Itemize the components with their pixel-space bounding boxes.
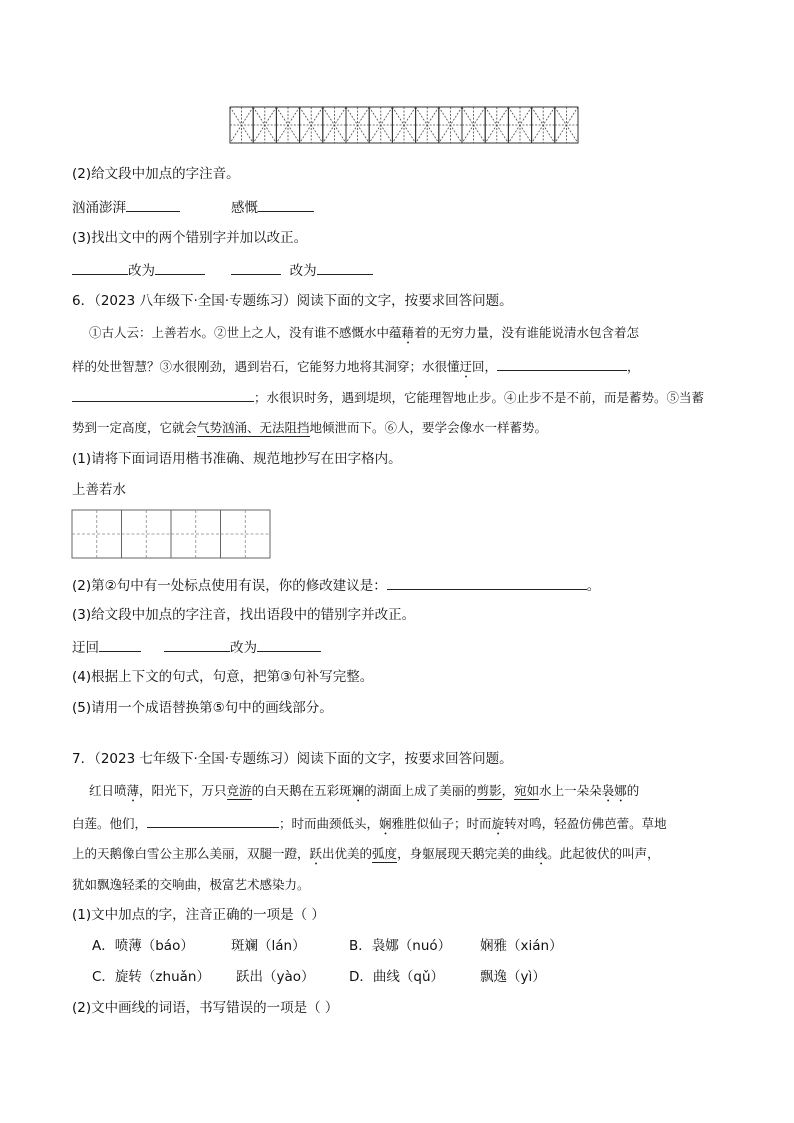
answer-blank[interactable] (155, 260, 205, 275)
q6-passage-line-2: 样的处世智慧？③水很刚劲，遇到岩石，它能努力地将其洞穿；水很懂迂回， ， (72, 356, 640, 381)
q5-part2-prompt: (2)给文段中加点的字注音。 (72, 166, 240, 182)
q6-title: 6．（2023 八年级下·全国·专题练习）阅读下面的文字，按要求回答问题。 (72, 293, 513, 309)
underlined-phrase: 气势汹涌、无法阻挡 (197, 420, 310, 435)
gaiwei-label: 改为 (128, 263, 155, 279)
dotted-char: 跃 (309, 846, 323, 861)
word-gankai: 感慨 (231, 200, 258, 216)
q7-title: 7．（2023 七年级下·全国·专题练习）阅读下面的文字，按要求回答问题。 (72, 751, 513, 767)
answer-blank[interactable] (231, 260, 281, 275)
answer-blank[interactable] (72, 260, 128, 275)
q5-correction-line-2 (231, 260, 373, 280)
q6-passage-line-3: ；水很识时务，遇到堤坝，它能理智地止步。④止步不是不前，而是蓄势。⑤当蓄 (72, 387, 704, 407)
option-d-second: 飘逸（yì） (480, 969, 546, 985)
option-b[interactable]: B．袅娜（nuó） (349, 938, 452, 954)
answer-blank[interactable] (99, 637, 141, 652)
underlined-word: 竞游 (226, 783, 252, 798)
q6-passage-line-1: ①古人云：上善若水。②世上之人，没有谁不感慨水中蕴藉着的无穷力量，没有谁能说清水包含着怎 (89, 325, 640, 340)
answer-blank[interactable] (126, 197, 180, 212)
q6-part5-prompt: (5)请用一个成语替换第⑤句中的画线部分。 (72, 700, 333, 716)
option-c[interactable]: C．旋转（zhuǎn） (92, 969, 210, 985)
option-d[interactable]: D．曲线（qǔ） (349, 969, 445, 985)
word-yuhui: 迂回 (72, 640, 99, 656)
answer-blank[interactable] (317, 260, 373, 275)
option-c-second: 跃出（yào） (236, 969, 315, 985)
gaiwei-label: 改为 (230, 640, 257, 656)
q6-part3-prompt: (3)给文段中加点的字注音，找出语段中的错别字并改正。 (72, 607, 416, 623)
q7-passage-line-3: 上的天鹅像白雪公主那么美丽，双腿一蹬，跃出优美的弧度，身躯展现天鹅完美的曲线。此起彼伏的叫声， (72, 846, 660, 861)
q5-correction-line (72, 260, 205, 280)
word-xiongyong: 汹涌澎湃 (72, 200, 126, 216)
q7-passage-line-4: 犹如飘逸轻柔的交响曲，极富艺术感染力。 (72, 877, 310, 892)
answer-blank[interactable] (164, 637, 230, 652)
answer-blank[interactable] (258, 197, 314, 212)
dotted-char: 线 (534, 846, 548, 861)
q7-passage-line-1: 红日喷薄，阳光下，万只竞游的白天鹅在五彩斑斓的湖面上成了美丽的剪影，宛如水上一朵朵袅娜的 (89, 783, 640, 798)
dotted-char: 娜 (614, 783, 627, 798)
mizige-grid (230, 107, 578, 143)
answer-blank[interactable] (147, 813, 279, 828)
option-b-second: 娴雅（xián） (480, 938, 563, 954)
dotted-char: 娴 (379, 816, 392, 831)
dotted-char: 迂 (459, 359, 473, 374)
dotted-char: 斓 (351, 783, 365, 798)
q6-part4-prompt: (4)根据上下文的句式，句意，把第③句补写完整。 (72, 669, 374, 685)
tianzige-grid[interactable] (72, 510, 270, 558)
q6-part3-correction (164, 637, 321, 657)
q6-word-to-copy: 上善若水 (72, 482, 126, 498)
q7-part2-prompt: (2)文中画线的词语，书写错误的一项是（ ） (72, 1000, 339, 1016)
underlined-word: 剪影 (476, 783, 502, 798)
option-a-second: 斑斓（lán） (231, 938, 306, 954)
dotted-char: 袅 (601, 783, 615, 798)
answer-blank[interactable] (497, 356, 627, 371)
q6-passage-line-4: 势到一定高度，它就会气势汹涌、无法阻挡地倾泄而下。⑥人，要学会像水一样蓄势。 (72, 420, 548, 435)
q5-pinyin-line (72, 197, 180, 217)
q7-passage-line-2: 白莲。他们， ；时而曲颈低头，娴雅胜似仙子；时而旋转对鸣，轻盈仿佛芭蕾。草地 (72, 813, 667, 838)
q7-part1-prompt: (1)文中加点的字，注音正确的一项是（ ） (72, 907, 325, 923)
dotted-char: 薄 (126, 783, 140, 798)
q6-part1-prompt: (1)请将下面词语用楷书准确、规范地抄写在田字格内。 (72, 451, 402, 467)
q6-part3-answer-line (72, 637, 141, 657)
option-a[interactable]: A．喷薄（báo） (92, 938, 194, 954)
underlined-word: 宛如 (514, 783, 540, 798)
q6-part2-prompt: (2)第②句中有一处标点使用有误，你的修改建议是： 。 (72, 575, 600, 595)
dotted-char: 藉 (401, 325, 415, 340)
underlined-word: 弧度 (372, 846, 398, 861)
answer-blank[interactable] (387, 575, 587, 590)
dotted-char: 旋 (491, 816, 505, 831)
q5-part3-prompt: (3)找出文中的两个错别字并加以改正。 (72, 230, 308, 246)
q5-pinyin-line-2 (231, 197, 314, 217)
answer-blank[interactable] (72, 387, 254, 402)
answer-blank[interactable] (257, 637, 321, 652)
gaiwei-label: 改为 (289, 263, 317, 279)
